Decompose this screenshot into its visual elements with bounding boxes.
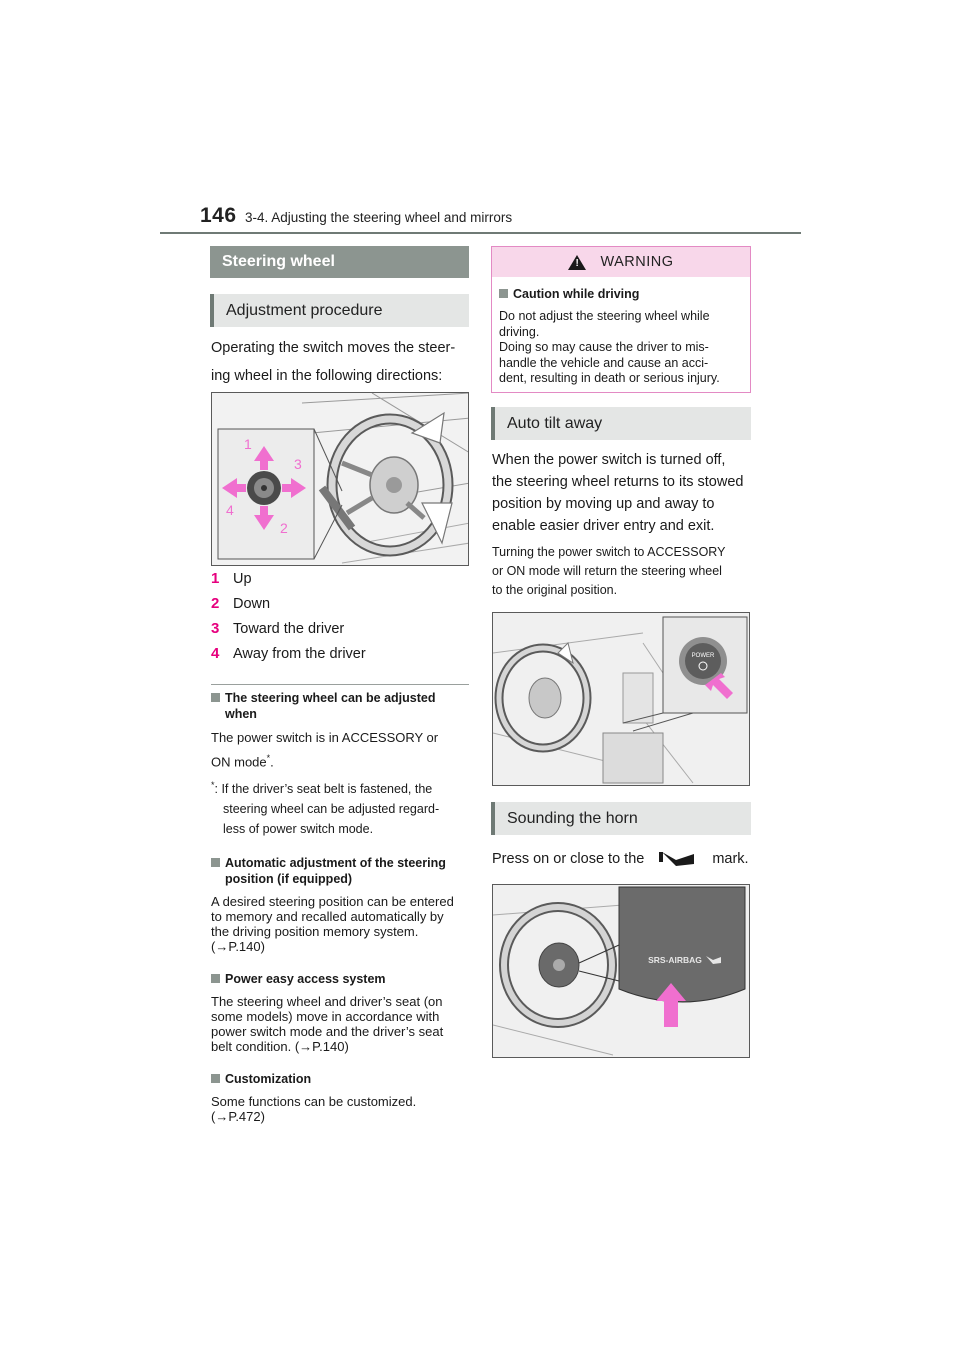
figure-label-3: 3	[294, 456, 302, 472]
intro-paragraph	[211, 337, 473, 387]
list-label: Down	[233, 596, 271, 612]
steering-adjustment-illustration	[212, 393, 469, 566]
subsection-title-text: Auto tilt away	[507, 414, 603, 432]
note-title: Automatic adjustment of the steering	[211, 855, 473, 871]
subsection-title-text: Sounding the horn	[507, 809, 638, 827]
note-body: The power switch is in ACCESSORY or ON mode*.	[211, 730, 439, 770]
square-bullet-icon	[211, 858, 220, 867]
warning-body: Do not adjust the steering wheel while driving. Doing so may cause the driver to mis- handle the vehicle and cause an acci- dent, resulting in death or serious injury.	[499, 309, 720, 385]
power-button-label: POWER	[691, 653, 715, 659]
subsection-sounding-horn	[491, 802, 751, 835]
horn-figure	[492, 884, 750, 1058]
note-body: Some functions can be customized. (→P.472)	[211, 1094, 417, 1125]
list-item	[211, 570, 469, 595]
square-bullet-icon	[499, 289, 508, 298]
list-item	[211, 595, 469, 620]
note-body: The steering wheel and driver’s seat (on some models) move in accordance with power switch mode and the driver’s seat belt condition. (→P.140)	[211, 994, 444, 1055]
square-bullet-icon	[211, 693, 220, 702]
intro-line: ing wheel in the following directions:	[211, 368, 443, 384]
list-number: 4	[211, 645, 220, 662]
subsection-auto-tilt-away	[491, 407, 751, 440]
square-bullet-icon	[211, 1074, 220, 1083]
note-title: The steering wheel can be adjusted	[211, 690, 473, 706]
horn-icon	[654, 848, 702, 870]
auto-tilt-illustration	[493, 613, 750, 786]
warning-title: Caution while driving	[499, 286, 743, 302]
steering-adjustment-figure	[211, 392, 469, 566]
airbag-label: SRS-AIRBAG	[648, 955, 702, 965]
notes-divider	[211, 684, 469, 685]
list-item	[211, 620, 469, 645]
page-number: 146	[200, 204, 237, 227]
subsection-title-text: Adjustment procedure	[226, 301, 383, 319]
list-number: 1	[211, 570, 220, 587]
warning-header-text: WARNING	[600, 254, 674, 270]
list-number: 2	[211, 595, 220, 612]
header-rule	[160, 232, 801, 234]
figure-label-1: 1	[244, 436, 252, 452]
horn-illustration	[493, 885, 750, 1058]
list-number: 3	[211, 620, 220, 637]
note-title: Power easy access system	[211, 971, 473, 987]
tilt-paragraph: When the power switch is turned off, the steering wheel returns to its stowed position by moving up and away to enable easier driver entry and exit.	[492, 452, 744, 534]
warning-header	[492, 247, 750, 277]
intro-line: Operating the switch moves the steer-	[211, 340, 456, 356]
section-title-steering-wheel	[210, 246, 469, 278]
note-title-cont: position (if equipped)	[225, 872, 353, 887]
chapter-title: 3-4. Adjusting the steering wheel and mirrors	[245, 210, 513, 225]
list-label: Toward the driver	[233, 621, 345, 637]
warning-triangle-icon: !	[568, 255, 586, 270]
list-label: Up	[233, 571, 252, 587]
note-title-cont: when	[225, 707, 257, 721]
note-title: Customization	[211, 1071, 473, 1087]
notes-section	[211, 690, 473, 1124]
list-label: Away from the driver	[233, 646, 366, 662]
footnote: *: If the driver’s seat belt is fastened, the steering wheel can be adjusted regard- less of power switch mode.	[211, 780, 440, 837]
warning-box	[491, 246, 751, 393]
figure-label-2: 2	[280, 520, 288, 536]
square-bullet-icon	[211, 974, 220, 983]
figure-label-4: 4	[226, 502, 234, 518]
note-body: A desired steering position can be entered to memory and recalled automatically by the driving position memory system. (→P.140)	[211, 894, 454, 955]
directions-list	[211, 570, 469, 670]
auto-tilt-figure	[492, 612, 750, 786]
horn-text: Press on or close to the mark.	[492, 848, 754, 870]
tilt-note: Turning the power switch to ACCESSORY or ON mode will return the steering wheel to the original position.	[492, 545, 726, 597]
section-title-text: Steering wheel	[222, 253, 335, 270]
subsection-adjustment-procedure	[210, 294, 469, 327]
list-item	[211, 645, 469, 670]
